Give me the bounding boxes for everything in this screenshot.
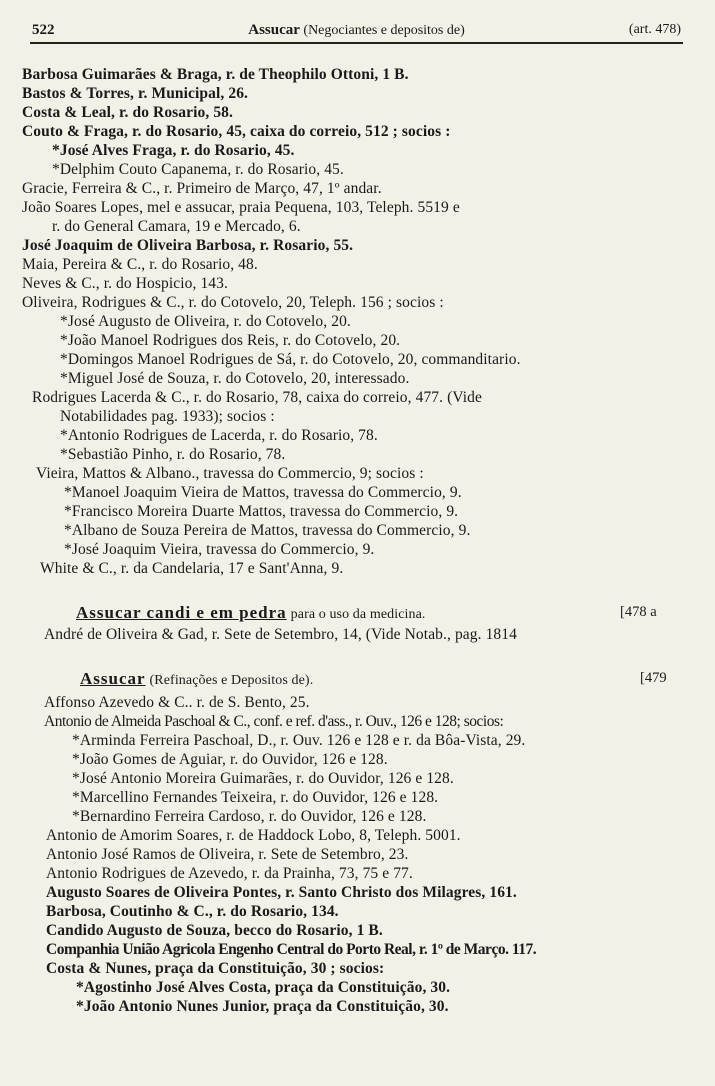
entry-line: Bastos & Torres, r. Municipal, 26.: [22, 85, 249, 102]
running-header: [30, 22, 683, 44]
entry-line: *Sebastião Pinho, r. do Rosario, 78.: [60, 446, 286, 463]
entry-line: *Antonio Rodrigues de Lacerda, r. do Rosario, 78.: [60, 427, 378, 444]
entry-line: Oliveira, Rodrigues & C., r. do Cotovelo, 20, Teleph. 156 ; socios :: [22, 294, 444, 311]
entry-line: Antonio de Almeida Paschoal & C., conf. e ref. d'ass., r. Ouv., 126 e 128; socios:: [44, 713, 504, 730]
section-heading: [76, 604, 426, 624]
header-article: (art. 478): [628, 22, 681, 37]
section-description: (Refinações e Depositos de).: [149, 673, 314, 688]
entry-line: João Soares Lopes, mel e assucar, praia Pequena, 103, Teleph. 5519 e: [22, 199, 460, 216]
entry-line: *José Augusto de Oliveira, r. do Cotovelo, 20.: [60, 313, 351, 330]
entry-line: *Bernardino Ferreira Cardoso, r. do Ouvidor, 126 e 128.: [72, 808, 427, 825]
entry-line: *João Gomes de Aguiar, r. do Ouvidor, 126 e 128.: [72, 751, 388, 768]
entry-line: *Domingos Manoel Rodrigues de Sá, r. do Cotovelo, 20, commanditario.: [60, 351, 521, 368]
header-subtitle: (Negociantes e depositos de): [303, 23, 465, 38]
entry-line: *Albano de Souza Pereira de Mattos, travessa do Commercio, 9.: [64, 522, 471, 539]
entry-line: Barbosa Guimarães & Braga, r. de Theophilo Ottoni, 1 B.: [22, 66, 409, 83]
section-title: Assucar candi e em pedra: [76, 603, 287, 622]
entry-line: Barbosa, Coutinho & C., r. do Rosario, 134.: [46, 903, 339, 920]
entry-line: *José Alves Fraga, r. do Rosario, 45.: [52, 142, 295, 159]
entry-line: Antonio José Ramos de Oliveira, r. Sete de Setembro, 23.: [46, 846, 409, 863]
entry-line: r. do General Camara, 19 e Mercado, 6.: [52, 218, 301, 235]
entry-line: Gracie, Ferreira & C., r. Primeiro de Março, 47, 1º andar.: [22, 180, 382, 197]
entry-line: *Delphim Couto Capanema, r. do Rosario, 45.: [52, 161, 344, 178]
entry-line: *Marcellino Fernandes Teixeira, r. do Ouvidor, 126 e 128.: [72, 789, 439, 806]
entry-line: José Joaquim de Oliveira Barbosa, r. Rosario, 55.: [22, 237, 354, 254]
entry-line: Maia, Pereira & C., r. do Rosario, 48.: [22, 256, 258, 273]
entry-line: Antonio de Amorim Soares, r. de Haddock Lobo, 8, Teleph. 5001.: [46, 827, 461, 844]
entry-line: Costa & Nunes, praça da Constituição, 30 ; socios:: [46, 960, 385, 977]
entry-line: *Miguel José de Souza, r. do Cotovelo, 20, interessado.: [60, 370, 410, 387]
entry-line: *José Joaquim Vieira, travessa do Commercio, 9.: [64, 541, 375, 558]
entry-line: *Manoel Joaquim Vieira de Mattos, travessa do Commercio, 9.: [64, 484, 462, 501]
entry-line: *João Antonio Nunes Junior, praça da Constituição, 30.: [76, 998, 449, 1015]
entry-line: Costa & Leal, r. do Rosario, 58.: [22, 104, 234, 121]
entry-line: *Agostinho José Alves Costa, praça da Constituição, 30.: [76, 979, 451, 996]
section-number: [479: [640, 670, 667, 686]
section-title: Assucar: [80, 669, 146, 688]
section-number: [478 a: [620, 604, 657, 620]
entry-line: Augusto Soares de Oliveira Pontes, r. Santo Christo dos Milagres, 161.: [46, 884, 517, 901]
entry-line: Vieira, Mattos & Albano., travessa do Commercio, 9; socios :: [36, 465, 424, 482]
entry-line: *Arminda Ferreira Paschoal, D., r. Ouv. 126 e 128 e r. da Bôa-Vista, 29.: [72, 732, 526, 749]
entry-line: *José Antonio Moreira Guimarães, r. do Ouvidor, 126 e 128.: [72, 770, 454, 787]
entry-line: Companhia União Agricola Engenho Central do Porto Real, r. 1º de Março. 117.: [46, 941, 537, 958]
header-title-block: [30, 22, 683, 39]
entry-line: Notabilidades pag. 1933); socios :: [60, 408, 275, 425]
entry-line: White & C., r. da Candelaria, 17 e Sant'Anna, 9.: [40, 560, 344, 577]
entry-line: *João Manoel Rodrigues dos Reis, r. do Cotovelo, 20.: [60, 332, 401, 349]
entry-line: Affonso Azevedo & C.. r. de S. Bento, 25.: [44, 694, 310, 711]
entry-line: André de Oliveira & Gad, r. Sete de Setembro, 14, (Vide Notab., pag. 1814: [44, 626, 517, 643]
entry-line: *Francisco Moreira Duarte Mattos, travessa do Commercio, 9.: [64, 503, 459, 520]
section-heading: [80, 670, 313, 690]
page-number: 522: [32, 22, 55, 38]
entry-line: Neves & C., r. do Hospicio, 143.: [22, 275, 228, 292]
entry-line: Rodrigues Lacerda & C., r. do Rosario, 78, caixa do correio, 477. (Vide: [32, 389, 482, 406]
entry-line: Candido Augusto de Souza, becco do Rosario, 1 B.: [46, 922, 383, 939]
entry-line: Couto & Fraga, r. do Rosario, 45, caixa do correio, 512 ; socios :: [22, 123, 451, 140]
section-description: para o uso da medicina.: [290, 607, 426, 622]
entry-line: Antonio Rodrigues de Azevedo, r. da Prainha, 73, 75 e 77.: [46, 865, 413, 882]
header-title: Assucar: [248, 22, 300, 38]
